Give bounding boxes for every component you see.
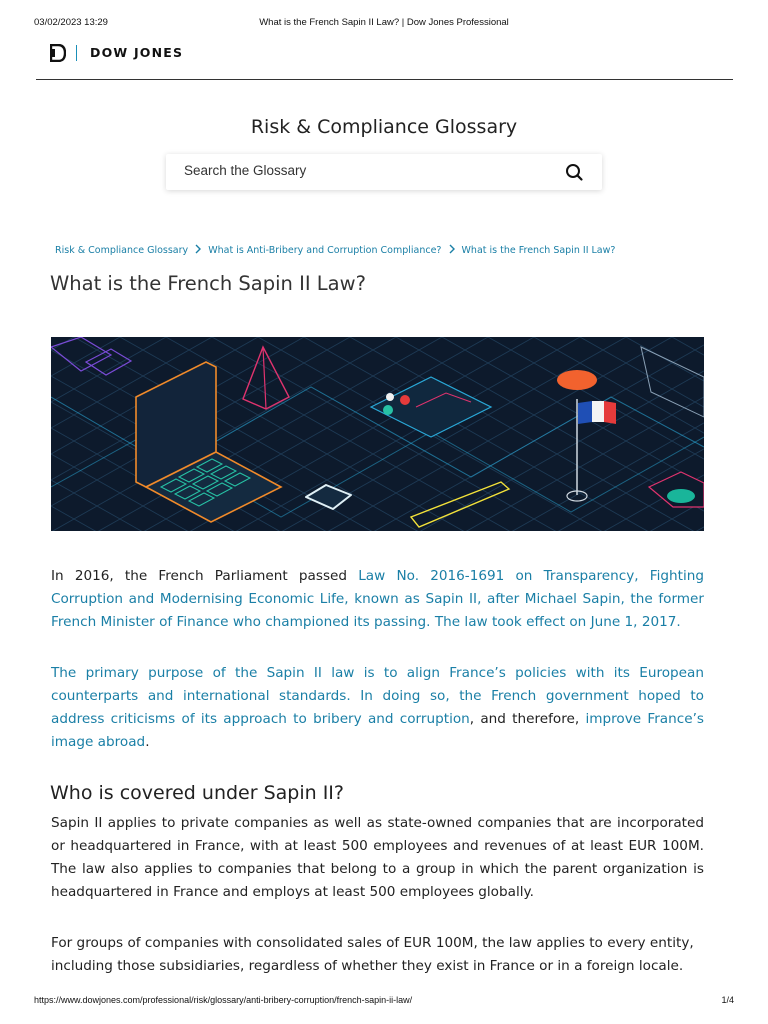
chevron-right-icon xyxy=(447,244,457,254)
search-box[interactable] xyxy=(166,154,602,190)
breadcrumb xyxy=(55,244,615,256)
sapin-ii-details-link[interactable]: , known as Sapin II, after Michael Sapin, the former French Minister of Finance who championed its passing. The law took effect on June 1, 2017. xyxy=(51,591,704,630)
print-page-title: What is the French Sapin II Law? | Dow Jones Professional xyxy=(259,17,509,28)
breadcrumb-item-current[interactable]: What is the French Sapin II Law? xyxy=(461,245,616,256)
law-2016-1691-link[interactable]: Law No. 2016-1691 on Transparency, Fighting Corruption and Modernising Economic Life xyxy=(51,568,704,607)
dj-logo-icon[interactable] xyxy=(50,44,66,62)
paragraph-1-text: In 2016, the French Parliament passed xyxy=(51,568,359,584)
print-datetime: 03/02/2023 13:29 xyxy=(34,17,108,28)
paragraph-2-text: , and therefore, xyxy=(469,711,586,727)
article-paragraph-1 xyxy=(51,565,704,634)
article-paragraph-2 xyxy=(51,662,704,754)
breadcrumb-item-anti-bribery[interactable]: What is Anti-Bribery and Corruption Compliance? xyxy=(208,245,442,256)
paragraph-2-period: . xyxy=(145,734,150,750)
improve-image-link[interactable]: improve France’s image abroad xyxy=(51,711,704,750)
section-heading-who-is-covered: Who is covered under Sapin II? xyxy=(50,782,344,804)
search-input[interactable] xyxy=(184,163,544,178)
logo-divider xyxy=(76,45,77,61)
breadcrumb-item-glossary[interactable]: Risk & Compliance Glossary xyxy=(55,245,189,256)
primary-purpose-link[interactable]: The primary purpose of the Sapin II law is to align France’s policies with its European counterparts and international standards. In doing so, the French government hoped to address criticisms of its approach to bribery and corruption xyxy=(51,665,704,727)
article-paragraph-4: For groups of companies with consolidated sales of EUR 100M, the law applies to every entity, including those subsidiaries, regardless of whether they exist in France or in a foreign locale. xyxy=(51,935,694,974)
glossary-title: Risk & Compliance Glossary xyxy=(250,116,518,138)
chevron-right-icon xyxy=(193,244,203,254)
brand-name[interactable]: DOW JONES xyxy=(90,45,184,60)
isometric-illustration xyxy=(51,337,704,531)
print-page-number: 1/4 xyxy=(721,995,734,1005)
article-paragraph-3: Sapin II applies to private companies as well as state-owned companies that are incorporated or headquartered in France, with at least 500 employees and revenues of at least EUR 100M. The law also applies to companies that belong to a group in which the parent organization is headquartered in France and employs at least 500 employees globally. xyxy=(51,815,704,900)
print-url: https://www.dowjones.com/professional/risk/glossary/anti-bribery-corruption/french-sapin-ii-law/ xyxy=(34,995,413,1005)
hero-image xyxy=(51,337,704,531)
site-header xyxy=(36,38,733,80)
page-title: What is the French Sapin II Law? xyxy=(50,272,366,295)
search-icon[interactable] xyxy=(564,162,584,182)
